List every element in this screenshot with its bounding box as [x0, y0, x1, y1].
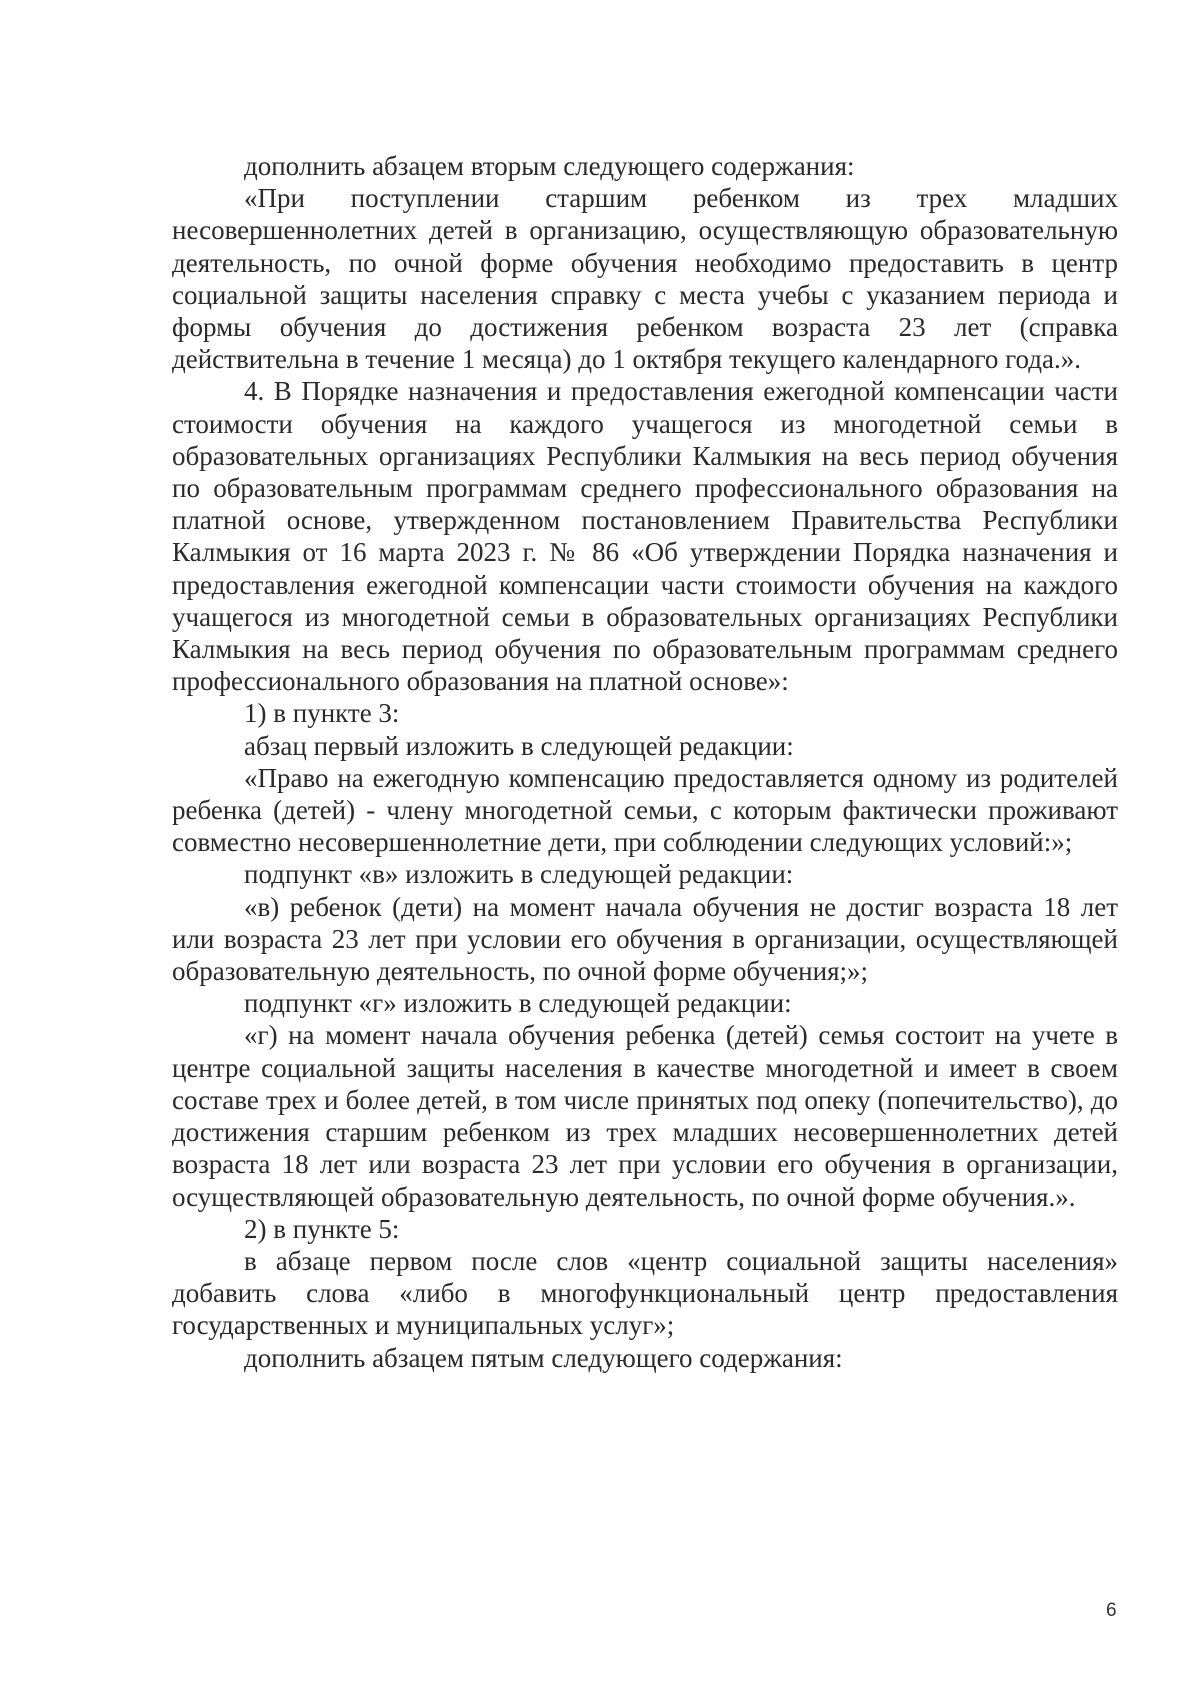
- page-number: 6: [1106, 1600, 1117, 1621]
- paragraph-4: 1) в пункте 3:: [244, 698, 400, 729]
- paragraph-7: подпункт «в» изложить в следующей редакции:: [244, 859, 794, 890]
- paragraph-1: дополнить абзацем вторым следующего содержания:: [244, 151, 855, 181]
- paragraph-13: дополнить абзацем пятым следующего содержания:: [244, 1342, 843, 1373]
- paragraph-5: абзац первый изложить в следующей редакции:: [244, 730, 794, 761]
- paragraph-3: 4. В Порядке назначения и предоставления ежегодной компенсации части стоимости обучения на каждого учащегося из многодетной семьи в образовательных организациях Республики Калмыкия на весь период обучения по образовательным программам среднего профессионального образования на платной основе, утвержденном постановлением Правительства Республики Калмыкия от 16 марта 2023 г. № 86 «Об утверждении Порядка назначения и предоставления ежегодной компенсации части стоимости обучения на каждого учащегося из многодетной семьи в образовательных организациях Республики Калмыкия на весь период обучения по образовательным программам среднего профессионального образования на платной основе»:: [172, 376, 1118, 697]
- paragraph-2: «При поступлении старшим ребенком из трех младших несовершеннолетних детей в организацию, осуществляющую образовательную деятельность, по очной форме обучения необходимо предоставить в центр социальной защиты населения справку с места учебы с указанием периода и формы обучения до достижения ребенком возраста 23 лет (справка действительна в течение 1 месяца) до 1 октября текущего календарного года.».: [172, 183, 1118, 375]
- paragraph-10: «г) на момент начала обучения ребенка (детей) семья состоит на учете в центре социальной защиты населения в качестве многодетной и имеет в своем составе трех и более детей, в том числе принятых под опеку (попечительство), до достижения старшим ребенком из трех младших несовершеннолетних детей возраста 18 лет или возраста 23 лет при условии его обучения в организации, осуществляющей образовательную деятельность, по очной форме обучения.».: [172, 1020, 1118, 1212]
- paragraph-8: «в) ребенок (дети) на момент начала обучения не достиг возраста 18 лет или возраста 23 лет при условии его обучения в организации, осуществляющей образовательную деятельность, по очной форме обучения;»;: [172, 891, 1118, 987]
- paragraph-9: подпункт «г» изложить в следующей редакции:: [244, 988, 792, 1019]
- paragraph-6: «Право на ежегодную компенсацию предоставляется одному из родителей ребенка (детей) - члену многодетной семьи, с которым фактически проживают совместно несовершеннолетние дети, при соблюдении следующих условий:»;: [172, 762, 1118, 858]
- document-body: [172, 150, 1118, 1374]
- paragraph-11: 2) в пункте 5:: [244, 1213, 400, 1244]
- paragraph-12: в абзаце первом после слов «центр социальной защиты населения» добавить слова «либо в многофункциональный центр предоставления государственных и муниципальных услуг»;: [172, 1245, 1118, 1341]
